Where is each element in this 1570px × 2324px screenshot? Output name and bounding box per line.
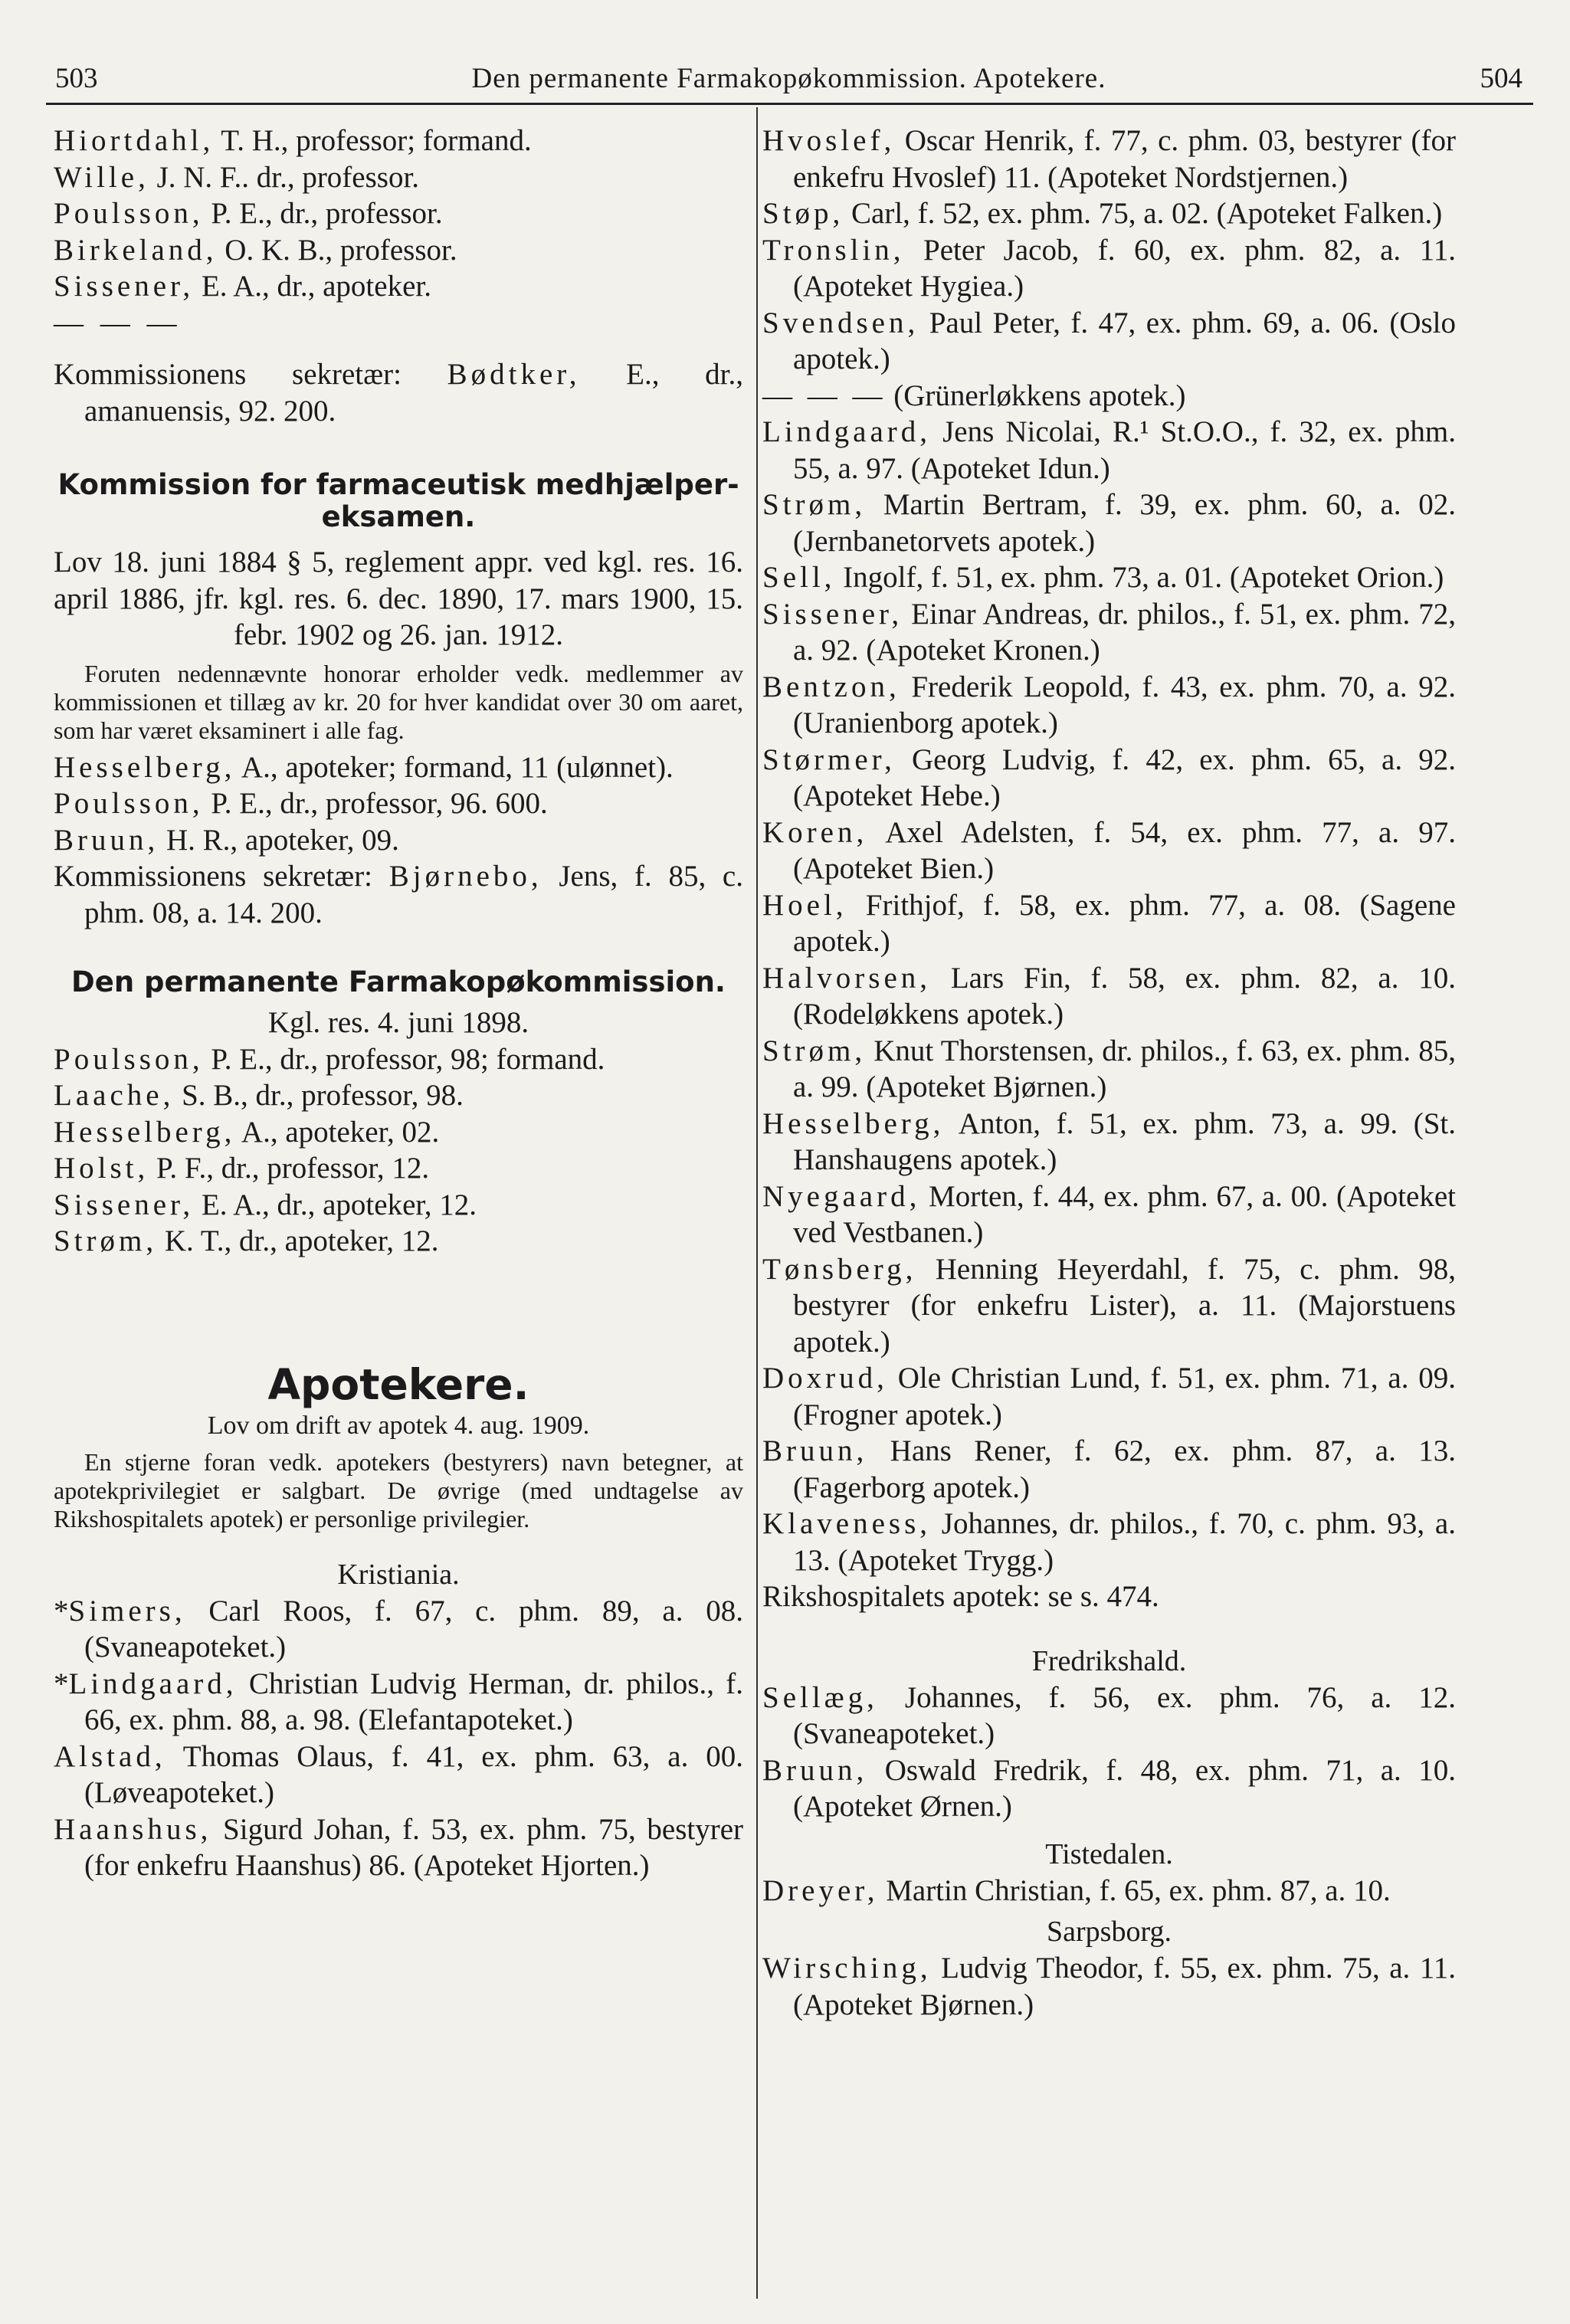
entry-text: P. E., dr., professor, 98; formand. <box>203 1042 605 1076</box>
list-item <box>762 1506 1456 1578</box>
entry-name: Strøm, <box>54 1224 158 1257</box>
entry-text: Anton, f. 51, ex. phm. 73, a. 99. (St. Hanshaugens apotek.) <box>793 1106 1456 1176</box>
entry-name: — — — <box>762 379 887 412</box>
entry-text: Christian Ludvig Herman, dr. philos., f. 66, ex. phm. 88, a. 98. (Elefantapoteket.) <box>84 1667 743 1736</box>
entry-name: Lindgaard, <box>762 415 932 448</box>
entry-text: S. B., dr., professor, 98. <box>174 1079 464 1112</box>
entry-text: Axel Adelsten, f. 54, ex. phm. 77, a. 97. (Apoteket Bien.) <box>793 815 1456 885</box>
header-rule <box>46 103 1533 105</box>
list-item <box>762 1680 1456 1752</box>
entry-text: Georg Ludvig, f. 42, ex. phm. 65, a. 92. (Apoteket Hebe.) <box>793 742 1456 812</box>
list-item <box>762 1033 1456 1106</box>
section-heading: Kommission for farmaceutisk medhjælper-eksamen. <box>57 468 739 533</box>
entry-text: H. R., apoteker, 09. <box>159 823 399 857</box>
entry-text: Frederik Leopold, f. 43, ex. phm. 70, a. 92. (Uranienborg apotek.) <box>793 670 1456 739</box>
tistedalen-list <box>762 1873 1456 1909</box>
entry-text: Martin Bertram, f. 39, ex. phm. 60, a. 02. (Jernbanetorvets apotek.) <box>793 488 1456 558</box>
entry-name: Tønsberg, <box>762 1252 917 1286</box>
entry-name: Sissener, <box>762 597 903 631</box>
secretary-name: Bjørnebo, <box>388 860 542 893</box>
list-item <box>762 1752 1456 1825</box>
entry-name: Nyegaard, <box>762 1179 921 1213</box>
entry-name: Klaveness, <box>762 1507 932 1540</box>
entry-name: Halvorsen, <box>762 961 932 995</box>
fredrikshald-list <box>762 1680 1456 1825</box>
entry-text: Lars Fin, f. 58, ex. phm. 82, a. 10. (Rodeløkkens apotek.) <box>793 961 1456 1031</box>
entry-name: Størmer, <box>762 742 896 776</box>
dash-separator: — — — <box>54 306 182 339</box>
entry-text: Sigurd Johan, f. 53, ex. phm. 75, bestyrer (for enkefru Haanshus) 86. (Apoteket Hjorten.) <box>84 1812 743 1882</box>
list-item <box>54 749 743 786</box>
list-item <box>762 232 1456 305</box>
entry-text: (Grünerløkkens apotek.) <box>886 379 1186 412</box>
entry-name: Hoel, <box>762 888 847 922</box>
list-item <box>54 1739 743 1811</box>
entry-name: Bentzon, <box>762 670 900 703</box>
section-heading: Den permanente Farmakopøkommission. <box>71 965 726 998</box>
entry-text: K. T., dr., apoteker, 12. <box>157 1224 439 1257</box>
entry-name: Hesselberg, <box>54 750 236 784</box>
star-marker: * <box>54 1594 69 1627</box>
entry-text: Einar Andreas, dr. philos., f. 51, ex. phm. 72, a. 92. (Apoteket Kronen.) <box>793 597 1456 667</box>
list-item <box>762 414 1456 487</box>
entry-text: Hans Rener, f. 62, ex. phm. 87, a. 13. (Fagerborg apotek.) <box>793 1434 1456 1504</box>
entry-name: Hiortdahl, <box>54 124 215 157</box>
entry-text: E. A., dr., apoteker, 12. <box>194 1188 477 1221</box>
entry-name: Doxrud, <box>762 1362 888 1395</box>
entry-name: Birkeland, <box>54 233 218 267</box>
entry-text: Peter Jacob, f. 60, ex. phm. 82, a. 11. (Apoteket Hygiea.) <box>793 233 1456 303</box>
law-reference: Kgl. res. 4. juni 1898. <box>267 1006 529 1039</box>
list-item <box>762 1178 1456 1251</box>
list-item <box>762 596 1456 669</box>
list-item <box>762 1106 1456 1178</box>
list-item <box>762 559 1456 596</box>
entry-name: Laache, <box>54 1079 175 1112</box>
entry-name: Hesselberg, <box>54 1115 236 1149</box>
section-heading: Apotekere. <box>267 1359 529 1409</box>
law-reference: Lov om drift av apotek 4. aug. 1909. <box>207 1411 590 1440</box>
entry-name: Hvoslef, <box>762 124 896 157</box>
entry-name: Bruun, <box>762 1753 868 1787</box>
entry-name: Wirsching, <box>762 1952 932 1985</box>
list-item <box>54 1223 743 1260</box>
entry-text: Henning Heyerdahl, f. 75, c. phm. 98, bestyrer (for enkefru Lister), a. 11. (Majorstuens apotek.) <box>793 1252 1456 1359</box>
entry-name: Holst, <box>54 1152 149 1185</box>
entry-text: J. N. F.. dr., professor. <box>149 160 420 194</box>
city-heading: Sarpsborg. <box>1047 1916 1172 1948</box>
entry-name: Hesselberg, <box>762 1106 945 1140</box>
entry-text: P. F., dr., professor, 12. <box>149 1152 430 1185</box>
list-item <box>762 742 1456 815</box>
right-column <box>762 123 1456 2023</box>
entry-name: Sellæg, <box>762 1680 878 1714</box>
entry-text: Ludvig Theodor, f. 55, ex. phm. 75, a. 11. (Apoteket Bjørnen.) <box>793 1952 1456 2021</box>
entry-text: Carl, f. 52, ex. phm. 75, a. 02. (Apoteket Falken.) <box>844 197 1443 230</box>
entry-text: Martin Christian, f. 65, ex. phm. 87, a. 10. <box>878 1873 1391 1907</box>
entry-text: Johannes, dr. philos., f. 70, c. phm. 93, a. 13. (Apoteket Trygg.) <box>793 1507 1456 1577</box>
perm-members-list <box>54 1041 743 1260</box>
list-item <box>54 1041 743 1078</box>
entry-text: Ole Christian Lund, f. 51, ex. phm. 71, a. 09. (Frogner apotek.) <box>793 1362 1456 1431</box>
secretary-prefix: Kommissionens sekretær: <box>54 358 447 391</box>
entry-text: A., apoteker, 02. <box>235 1115 440 1149</box>
entry-name: Bruun, <box>762 1434 868 1467</box>
list-item <box>54 159 743 196</box>
list-item <box>762 305 1456 378</box>
secretary-line <box>54 858 743 931</box>
page-number-left: 503 <box>55 63 98 94</box>
entry-name: Koren, <box>762 815 868 849</box>
list-item <box>54 1114 743 1151</box>
entry-text: Ingolf, f. 51, ex. phm. 73, a. 01. (Apoteket Orion.) <box>835 561 1444 594</box>
list-item <box>762 123 1456 195</box>
list-item <box>762 887 1456 960</box>
entry-text: Frithjof, f. 58, ex. phm. 77, a. 08. (Sagene apotek.) <box>793 888 1456 958</box>
law-reference: Lov 18. juni 1884 § 5, reglement appr. ved kgl. res. 16. april 1886, jfr. kgl. res. 6. dec. 1890, 17. mars 1900, 15. febr. 1902 og 26. jan. 1912. <box>54 546 743 651</box>
entry-name: Poulsson, <box>54 1042 204 1076</box>
column-divider <box>756 107 758 2299</box>
entry-name: Svendsen, <box>762 306 919 339</box>
secretary-line <box>54 356 743 429</box>
entry-text: T. H., professor; formand. <box>214 124 532 157</box>
secretary-name: Bødtker, <box>447 358 581 391</box>
entry-text: Oswald Fredrik, f. 48, ex. phm. 71, a. 10. (Apoteket Ørnen.) <box>793 1753 1456 1823</box>
entry-text: Carl Roos, f. 67, c. phm. 89, a. 08. (Svaneapoteket.) <box>84 1594 743 1664</box>
list-item <box>54 123 743 159</box>
list-item <box>54 785 743 822</box>
entry-text: Morten, f. 44, ex. phm. 67, a. 00. (Apoteket ved Vestbanen.) <box>793 1179 1456 1249</box>
list-item <box>762 815 1456 887</box>
entry-name: Støp, <box>762 197 844 230</box>
list-item <box>54 1666 743 1739</box>
entry-name: Poulsson, <box>54 197 204 230</box>
entry-text: Oscar Henrik, f. 77, c. phm. 03, bestyrer (for enkefru Hvoslef) 11. (Apoteket Nordstjernen.) <box>793 124 1456 194</box>
entry-text: Jens Nicolai, R.¹ St.O.O., f. 32, ex. phm. 55, a. 97. (Apoteket Idun.) <box>793 415 1456 485</box>
running-title: Den permanente Farmakopøkommission. Apotekere. <box>471 63 1106 94</box>
kristiania-continued-list <box>762 123 1456 1578</box>
entry-text: P. E., dr., professor. <box>203 197 443 230</box>
list-item <box>54 1187 743 1224</box>
list-item <box>762 1251 1456 1361</box>
list-item <box>54 1150 743 1187</box>
entry-text: Johannes, f. 56, ex. phm. 76, a. 12. (Svaneapoteket.) <box>793 1680 1456 1750</box>
sarpsborg-list <box>762 1950 1456 2023</box>
entry-name: Poulsson, <box>54 787 204 820</box>
entry-text: P. E., dr., professor, 96. 600. <box>203 787 548 820</box>
entry-text: O. K. B., professor. <box>217 233 457 267</box>
entry-name: Dreyer, <box>762 1873 879 1907</box>
secretary-prefix: Kommissionens sekretær: <box>54 860 389 893</box>
exam-members-list <box>54 749 743 859</box>
entry-name: Sissener, <box>54 270 195 303</box>
entry-name: Alstad, <box>54 1739 166 1773</box>
list-item <box>762 1873 1456 1909</box>
entry-name: Sissener, <box>54 1188 195 1221</box>
list-item <box>762 487 1456 559</box>
entry-name: Wille, <box>54 160 149 194</box>
left-column <box>54 123 743 1884</box>
entry-text: A., apoteker; formand, 11 (ulønnet). <box>235 750 674 784</box>
secretary-text: E., dr., amanuensis, 92. 200. <box>84 358 743 428</box>
kristiania-list <box>54 1593 743 1884</box>
list-item <box>762 1360 1456 1433</box>
farm-members-list <box>54 123 743 305</box>
secretary-text: Jens, f. 85, c. phm. 08, a. 14. 200. <box>84 860 743 929</box>
list-item <box>54 1811 743 1884</box>
entry-name: Strøm, <box>762 1034 867 1067</box>
city-heading: Tistedalen. <box>1045 1837 1173 1870</box>
entry-text: Thomas Olaus, f. 41, ex. phm. 63, a. 00. (Løveapoteket.) <box>84 1739 743 1809</box>
entry-text: E. A., dr., apoteker. <box>194 270 431 303</box>
entry-name: Simers, <box>68 1594 186 1627</box>
list-item <box>54 195 743 232</box>
list-item <box>762 378 1456 415</box>
page-number-right: 504 <box>1480 63 1522 94</box>
city-heading: Fredrikshald. <box>1031 1644 1187 1677</box>
list-item <box>762 195 1456 232</box>
list-item <box>762 960 1456 1033</box>
star-marker: * <box>54 1667 69 1700</box>
entry-text: Paul Peter, f. 47, ex. phm. 69, a. 06. (Oslo apotek.) <box>793 306 1456 375</box>
note-paragraph: En stjerne foran vedk. apotekers (bestyrers) navn betegner, at apotekprivilegiet er salgbart. De øvrige (med undtagelse av Rikshospitalets apotek) er personlige privilegier. <box>54 1447 743 1532</box>
entry-name: Sell, <box>762 561 836 594</box>
list-item <box>762 1950 1456 2023</box>
entry-name: Strøm, <box>762 488 867 521</box>
list-item <box>762 669 1456 742</box>
list-item <box>54 822 743 859</box>
list-item <box>54 268 743 305</box>
entry-name: Tronslin, <box>762 233 905 267</box>
city-heading: Kristiania. <box>337 1558 460 1591</box>
page-header <box>55 49 1522 95</box>
list-item <box>54 232 743 269</box>
list-item <box>762 1433 1456 1506</box>
rikshospital-reference: Rikshospitalets apotek: se s. 474. <box>762 1580 1159 1613</box>
entry-name: Bruun, <box>54 823 159 857</box>
list-item <box>54 1077 743 1114</box>
list-item <box>54 1593 743 1666</box>
entry-name: Haanshus, <box>54 1812 212 1846</box>
entry-name: Lindgaard, <box>68 1667 238 1700</box>
entry-text: Knut Thorstensen, dr. philos., f. 63, ex. phm. 85, a. 99. (Apoteket Bjørnen.) <box>793 1034 1456 1103</box>
note-paragraph: Foruten nedennævnte honorar erholder vedk. medlemmer av kommissionen et tillæg av kr. 20 for hver kandidat over 30 om aaret, som har været eksaminert i alle fag. <box>54 659 743 744</box>
